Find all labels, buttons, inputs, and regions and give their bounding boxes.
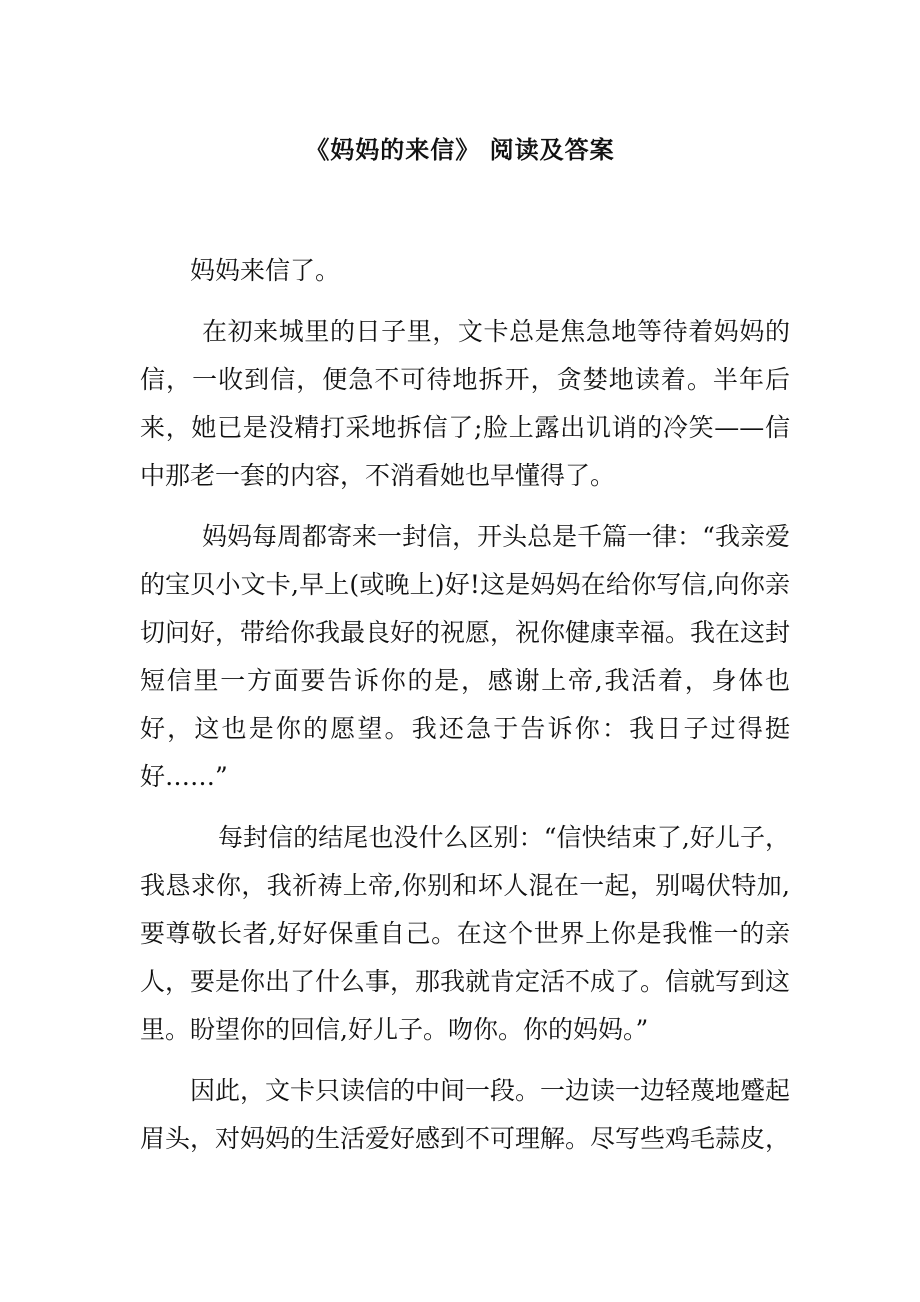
paragraph-5: 因此，文卡只读信的中间一段。一边读一边轻蔑地蹙起眉头，对妈妈的生活爱好感到不可理解。尽写些鸡毛蒜皮， bbox=[140, 1076, 791, 1153]
paragraph-1: 妈妈来信了。 bbox=[190, 256, 341, 285]
document-body bbox=[140, 247, 790, 1176]
paragraph-2: 在初来城里的日子里，文卡总是焦急地等待着妈妈的信，一收到信，便急不可待地拆开，贪婪地读着。半年后来，她已是没精打采地拆信了;脸上露出讥诮的冷笑——信中那老一套的内容，不消看她也早懂得了。 bbox=[140, 317, 790, 490]
paragraph-3: 妈妈每周都寄来一封信，开头总是千篇一律：“我亲爱的宝贝小文卡,早上(或晚上)好!这是妈妈在给你写信,向你亲切问好，带给你我最良好的祝愿，祝你健康幸福。我在这封短信里一方面要告诉你的是，感谢上帝,我活着，身体也好，这也是你的愿望。我还急于告诉你：我日子过得挺好……” bbox=[140, 522, 791, 791]
paragraph-4: 每封信的结尾也没什么区别：“信快结束了,好儿子，我恳求你，我祈祷上帝,你别和坏人混在一起，别喝伏特加,要尊敬长者,好好保重自己。在这个世界上你是我惟一的亲人，要是你出了什么事，那我就肯定活不成了。信就写到这里。盼望你的回信,好儿子。吻你。你的妈妈。” bbox=[140, 823, 791, 1044]
document-title: 《妈妈的来信》 阅读及答案 bbox=[305, 135, 615, 164]
